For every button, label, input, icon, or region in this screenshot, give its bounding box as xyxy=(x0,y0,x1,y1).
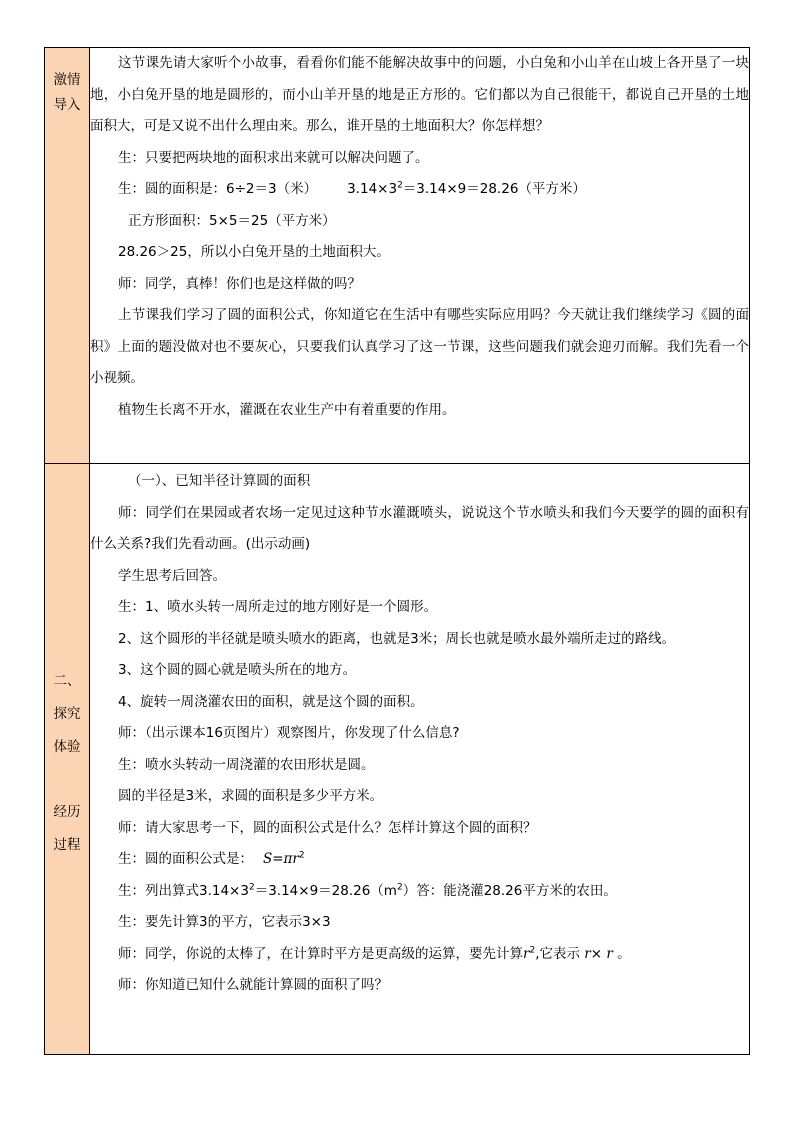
lesson-plan-table xyxy=(44,47,750,1055)
teacher-show-picture: 师：（出示课本16页图片）观察图片，你发现了什么信息? xyxy=(118,725,460,741)
comparison-text: 28.26＞25，所以小白兔开垦的土地面积大。 xyxy=(118,244,390,260)
section-label-intro xyxy=(45,48,90,464)
section-content-intro xyxy=(90,48,750,464)
student-answer-2: 2、这个圆形的半径就是喷头喷水的距离，也就是3米；周长也就是喷水最外端所走过的路线。 xyxy=(118,630,676,647)
student-equation: 生：列出算式$3.14\times 3^2=3.14\times 9=28.26(m^2)$答：能浇灌28.26平方米的农田。 xyxy=(118,882,617,899)
student-answer-1: 生：1、喷水头转一周所走过的地方刚好是一个圆形。 xyxy=(118,599,438,615)
teacher-question: 师：同学们在果园或者农场一定见过这种节水灌溉喷头，说说这个节水喷头和我们今天要学的圆的面积有什么关系?我们先看动画。(出示动画) xyxy=(90,504,749,552)
teacher-praise: 师：同学，真棒！你们也是这样做的吗？ xyxy=(118,275,361,292)
student-answer-3: 3、这个圆的圆心就是喷头所在的地方。 xyxy=(118,662,357,678)
label-line: 过程 xyxy=(53,837,81,853)
student-formula: 生：圆的面积公式是： $S=\pi r^2$ xyxy=(118,850,305,867)
label-line: 导入 xyxy=(53,97,81,113)
section-row-intro xyxy=(45,48,750,464)
section-row-explore xyxy=(45,464,750,1055)
label-line: 经历 xyxy=(53,804,81,820)
student-calc-circle: 生：圆的面积是：6÷2＝3（米） $3.14\times 3^2=3.14\times 9=28.26$（平方米） xyxy=(118,180,586,197)
teacher-formula-question: 师：请大家思考一下，圆的面积公式是什么？怎样计算这个圆的面积？ xyxy=(118,819,537,836)
label-line: 探究 xyxy=(53,706,81,722)
lesson-intro-paragraph: 上节课我们学习了圆的面积公式，你知道它在生活中有哪些实际应用吗？今天就让我们继续学习《圆的面积》上面的题没做对也不要灰心，只要我们认真学习了这一节课，这些问题我们就会迎刃而解。我们先看一个小视频。 xyxy=(90,307,749,386)
teacher-praise-square: 师：同学，你说的太棒了，在计算时平方是更高级的运算，要先计算$r^2$,它表示 r× r 。 xyxy=(118,945,631,962)
student-observe: 生：喷水头转动一周浇灌的农田形状是圆。 xyxy=(118,756,375,773)
square-area-calc: 正方形面积：5×5＝25（平方米） xyxy=(128,212,336,229)
label-line: 体验 xyxy=(53,739,81,755)
story-paragraph: 这节课先请大家听个小故事，看看你们能不能解决故事中的问题，小白兔和小山羊在山坡上各开垦了一块地，小白兔开垦的地是圆形的，而小山羊开垦的地是正方形的。它们都以为自己很能干，都说自己开垦的土地面积大，可是又说不出什么理由来。那么，谁开垦的土地面积大？你怎样想？ xyxy=(90,55,749,134)
area-formula: S=πr xyxy=(263,851,299,867)
section-content-explore xyxy=(90,464,750,1055)
section-label-explore xyxy=(45,464,90,1055)
student-answer: 生：只要把两块地的面积求出来就可以解决问题了。 xyxy=(118,149,429,166)
irrigation-text: 植物生长离不开水，灌溉在农业生产中有着重要的作用。 xyxy=(118,401,456,418)
label-line: 二、 xyxy=(53,673,81,689)
student-think: 学生思考后回答。 xyxy=(118,567,226,584)
subsection-heading: （一）、已知半径计算圆的面积 xyxy=(128,473,311,489)
teacher-final-question: 师：你知道已知什么就能计算圆的面积了吗？ xyxy=(118,977,388,993)
label-line: 激情 xyxy=(53,72,81,88)
student-square-note: 生：要先计算3的平方，它表示3×3 xyxy=(118,914,331,930)
student-answer-4: 4、旋转一周浇灌农田的面积，就是这个圆的面积。 xyxy=(118,693,424,710)
problem-statement: 圆的半径是3米，求圆的面积是多少平方米。 xyxy=(118,788,384,804)
